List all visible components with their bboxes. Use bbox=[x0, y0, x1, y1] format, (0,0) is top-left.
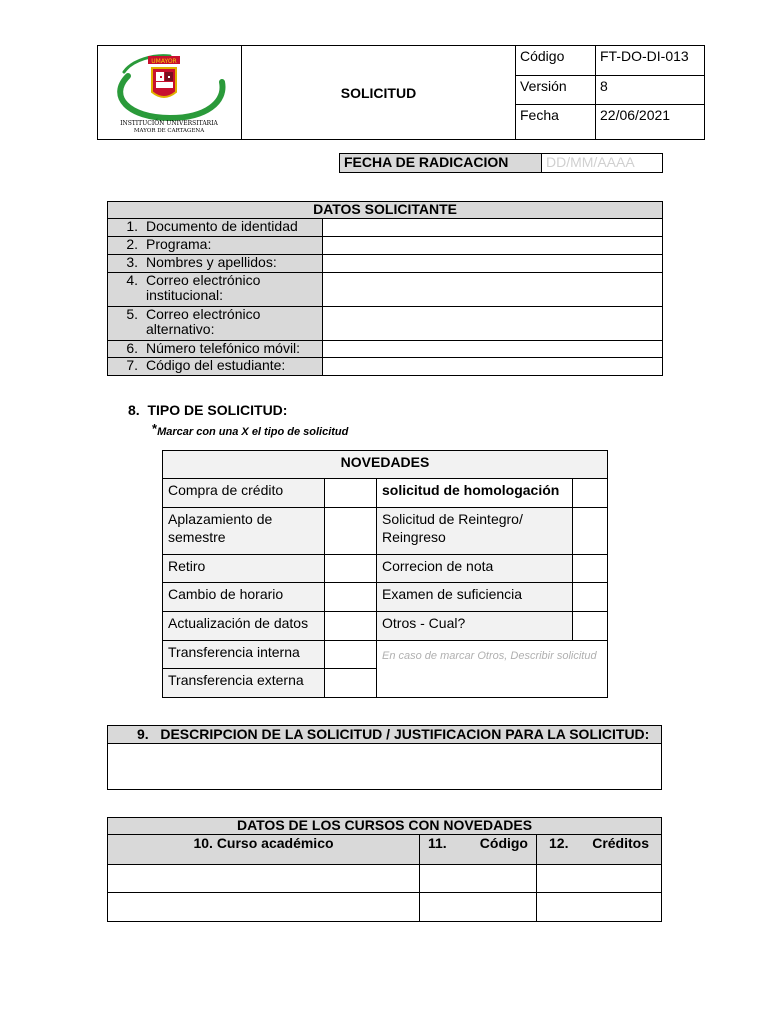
solicitante-item-label bbox=[108, 255, 323, 273]
novedad-checkbox[interactable] bbox=[573, 583, 608, 612]
curso-cell[interactable] bbox=[108, 893, 420, 922]
document-title: SOLICITUD bbox=[242, 46, 516, 140]
telefono-field[interactable] bbox=[323, 341, 663, 358]
creditos-header-label: Créditos bbox=[592, 835, 649, 851]
codigo-header-number: 11. bbox=[428, 835, 447, 851]
item-text-wrap bbox=[146, 273, 260, 303]
radicacion-date-field[interactable]: DD/MM/AAAA bbox=[542, 154, 663, 173]
radicacion-table bbox=[339, 153, 663, 173]
cursos-table bbox=[107, 817, 662, 922]
codigo-header bbox=[420, 835, 537, 865]
tipo-solicitud-heading: 8. TIPO DE SOLICITUD: bbox=[128, 402, 288, 418]
novedad-checkbox[interactable] bbox=[325, 612, 377, 641]
item-text: Número telefónico móvil: bbox=[146, 340, 301, 356]
curso-cell[interactable] bbox=[108, 865, 420, 893]
novedad-checkbox[interactable] bbox=[325, 669, 377, 698]
creditos-header-number: 12. bbox=[549, 835, 569, 851]
codigo-estudiante-field[interactable] bbox=[323, 358, 663, 376]
item-number: 4. bbox=[126, 272, 138, 288]
descripcion-field[interactable] bbox=[108, 744, 662, 790]
novedad-checkbox[interactable] bbox=[325, 555, 377, 583]
institution-logo bbox=[98, 46, 242, 140]
logo-text-line2: MAYOR DE CARTAGENA bbox=[133, 128, 205, 134]
codigo-header-label: Código bbox=[479, 835, 528, 851]
programa-field[interactable] bbox=[323, 237, 663, 255]
item-number: 2. bbox=[126, 236, 138, 252]
logo-text-line1: INSTITUCIÓN UNIVERSITARIA bbox=[120, 120, 218, 127]
nombres-field[interactable] bbox=[323, 255, 663, 273]
novedad-checkbox[interactable] bbox=[325, 583, 377, 612]
correo-alternativo-field[interactable] bbox=[323, 307, 663, 341]
otros-description-field[interactable] bbox=[377, 641, 608, 698]
novedad-checkbox[interactable] bbox=[573, 508, 608, 555]
creditos-header bbox=[537, 835, 662, 865]
version-value: 8 bbox=[596, 75, 705, 105]
codigo-value: FT-DO-DI-013 bbox=[596, 46, 705, 76]
novedad-label: Transferencia externa bbox=[163, 669, 325, 698]
novedad-label: Otros - Cual? bbox=[377, 612, 573, 641]
novedad-checkbox[interactable] bbox=[325, 508, 377, 555]
novedad-label: solicitud de homologación bbox=[377, 479, 573, 508]
novedad-label: Examen de suficiencia bbox=[377, 583, 573, 612]
item-text: Programa: bbox=[146, 236, 212, 252]
novedad-label: Solicitud de Reintegro/ Reingreso bbox=[377, 508, 573, 555]
novedad-label: Cambio de horario bbox=[163, 583, 325, 612]
asterisk: * bbox=[152, 421, 158, 436]
novedad-label: Correcion de nota bbox=[377, 555, 573, 583]
novedad-checkbox[interactable] bbox=[573, 479, 608, 508]
novedad-checkbox[interactable] bbox=[325, 641, 377, 669]
codigo-cell[interactable] bbox=[420, 865, 537, 893]
novedad-label: Retiro bbox=[163, 555, 325, 583]
version-label: Versión bbox=[516, 75, 596, 105]
novedad-label: Actualización de datos bbox=[163, 612, 325, 641]
radicacion-label: FECHA DE RADICACION bbox=[340, 154, 542, 173]
tipo-solicitud-note-wrap bbox=[152, 421, 348, 438]
solicitante-item-label bbox=[108, 219, 323, 237]
creditos-cell[interactable] bbox=[537, 865, 662, 893]
item-text: Correo electrónico bbox=[146, 272, 261, 288]
codigo-label: Código bbox=[516, 46, 596, 76]
item-text: institucional: bbox=[146, 287, 224, 303]
item-text-wrap bbox=[146, 307, 260, 337]
descripcion-title-cell bbox=[108, 726, 662, 744]
solicitante-item-label bbox=[108, 341, 323, 358]
tipo-solicitud-note: Marcar con una X el tipo de solicitud bbox=[157, 426, 349, 438]
item-text: Código del estudiante: bbox=[146, 357, 286, 373]
item-text: alternativo: bbox=[146, 321, 215, 337]
novedad-checkbox[interactable] bbox=[573, 612, 608, 641]
solicitante-item-label bbox=[108, 307, 323, 341]
item-number: 6. bbox=[126, 340, 138, 356]
creditos-cell[interactable] bbox=[537, 893, 662, 922]
solicitante-table bbox=[107, 201, 663, 376]
descripcion-title: DESCRIPCION DE LA SOLICITUD / JUSTIFICACION PARA LA SOLICITUD: bbox=[160, 726, 650, 742]
solicitante-item-label bbox=[108, 273, 323, 307]
fecha-value: 22/06/2021 bbox=[596, 105, 705, 140]
novedad-checkbox[interactable] bbox=[573, 555, 608, 583]
item-number: 5. bbox=[126, 306, 138, 322]
descripcion-table bbox=[107, 725, 662, 790]
correo-institucional-field[interactable] bbox=[323, 273, 663, 307]
cursos-title: DATOS DE LOS CURSOS CON NOVEDADES bbox=[108, 818, 662, 835]
novedad-label: Compra de crédito bbox=[163, 479, 325, 508]
codigo-cell[interactable] bbox=[420, 893, 537, 922]
otros-hint: En caso de marcar Otros, Describir solicitud bbox=[382, 650, 597, 662]
descripcion-number: 9. bbox=[137, 726, 149, 742]
item-number: 7. bbox=[126, 357, 138, 373]
item-text: Correo electrónico bbox=[146, 306, 261, 322]
novedades-table bbox=[162, 450, 608, 698]
novedad-label: Transferencia interna bbox=[163, 641, 325, 669]
curso-header: 10. Curso académico bbox=[108, 835, 420, 865]
documento-field[interactable] bbox=[323, 219, 663, 237]
solicitante-item-label bbox=[108, 358, 323, 376]
header-table bbox=[97, 45, 705, 140]
novedad-label: Aplazamiento de semestre bbox=[163, 508, 325, 555]
item-text: Nombres y apellidos: bbox=[146, 254, 277, 270]
item-number: 3. bbox=[126, 254, 138, 270]
novedad-checkbox[interactable] bbox=[325, 479, 377, 508]
solicitante-item-label bbox=[108, 237, 323, 255]
fecha-label: Fecha bbox=[516, 105, 596, 140]
umayor-logo-icon bbox=[98, 46, 240, 136]
item-number: 1. bbox=[126, 218, 138, 234]
novedades-title: NOVEDADES bbox=[163, 451, 608, 479]
item-text: Documento de identidad bbox=[146, 218, 298, 234]
solicitante-title: DATOS SOLICITANTE bbox=[108, 202, 663, 219]
logo-badge: UMAYOR bbox=[151, 58, 177, 65]
